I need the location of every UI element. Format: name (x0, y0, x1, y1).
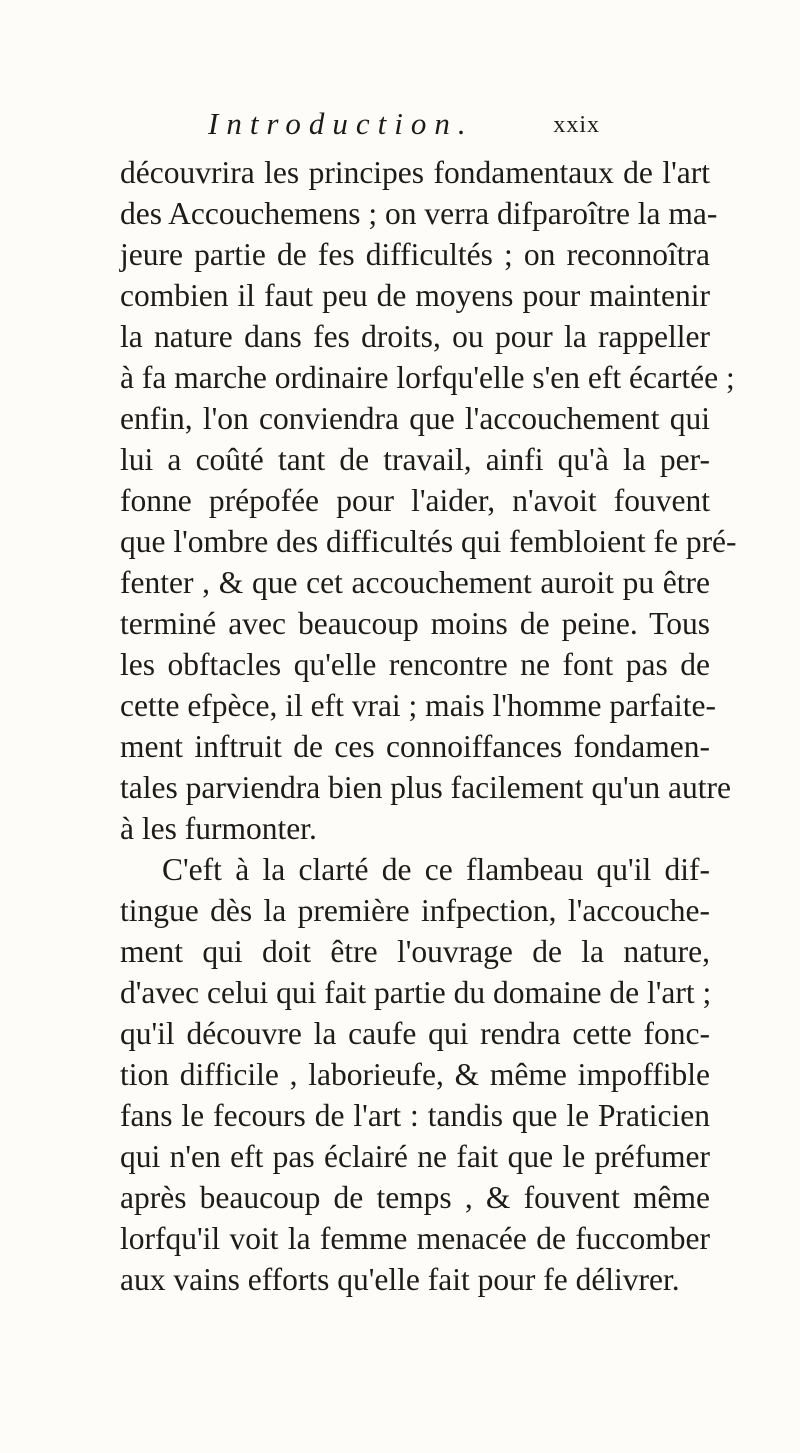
text-line: que l'ombre des difficultés qui fembloient fe pré- (120, 524, 737, 559)
text-line: les obftacles qu'elle rencontre ne font pas de (120, 647, 710, 682)
page-number: xxix (553, 112, 600, 138)
text-line: fans le fecours de l'art : tandis que le Praticien (120, 1098, 710, 1133)
text-line: aux vains efforts qu'elle fait pour fe délivrer. (120, 1262, 680, 1297)
text-line: tales parviendra bien plus facilement qu'un autre (120, 770, 731, 805)
text-line: fenter , & que cet accouchement auroit pu être (120, 565, 710, 600)
text-line: tion difficile , laborieufe, & même impoffible (120, 1057, 710, 1092)
text-line: tingue dès la première infpection, l'accouche- (120, 893, 710, 928)
text-line: fonne prépofée pour l'aider, n'avoit fouvent (120, 483, 710, 518)
text-line: lui a coûté tant de travail, ainfi qu'à la per- (120, 442, 710, 477)
text-line: d'avec celui qui fait partie du domaine de l'art ; (120, 975, 712, 1010)
running-title: Introduction. (208, 106, 474, 141)
body-text (120, 152, 737, 1300)
text-line: ment inftruit de ces connoiffances fondamen- (120, 729, 710, 764)
text-line: à fa marche ordinaire lorfqu'elle s'en eft écartée ; (120, 360, 735, 395)
text-line: la nature dans fes droits, ou pour la rappeller (120, 319, 710, 354)
text-line: lorfqu'il voit la femme menacée de fuccomber (120, 1221, 710, 1256)
text-line: ment qui doit être l'ouvrage de la nature, (120, 934, 710, 969)
text-line: C'eft à la clarté de ce flambeau qu'il dif- (162, 852, 710, 887)
paragraph-2 (120, 849, 710, 1300)
text-line: qu'il découvre la caufe qui rendra cette fonc- (120, 1016, 710, 1051)
running-head (208, 104, 600, 144)
text-line: jeure partie de fes difficultés ; on reconnoîtra (120, 237, 710, 272)
text-line: à les furmonter. (120, 811, 317, 846)
text-line: qui n'en eft pas éclairé ne fait que le préfumer (120, 1139, 710, 1174)
text-line: des Accouchemens ; on verra difparoître la ma- (120, 196, 718, 231)
text-line: après beaucoup de temps , & fouvent même (120, 1180, 710, 1215)
text-line: terminé avec beaucoup moins de peine. Tous (120, 606, 710, 641)
text-line: combien il faut peu de moyens pour maintenir (120, 278, 710, 313)
text-line: découvrira les principes fondamentaux de l'art (120, 155, 710, 190)
text-line: cette efpèce, il eft vrai ; mais l'homme parfaite- (120, 688, 717, 723)
text-line: enfin, l'on conviendra que l'accouchement qui (120, 401, 710, 436)
paragraph-1 (120, 152, 737, 849)
